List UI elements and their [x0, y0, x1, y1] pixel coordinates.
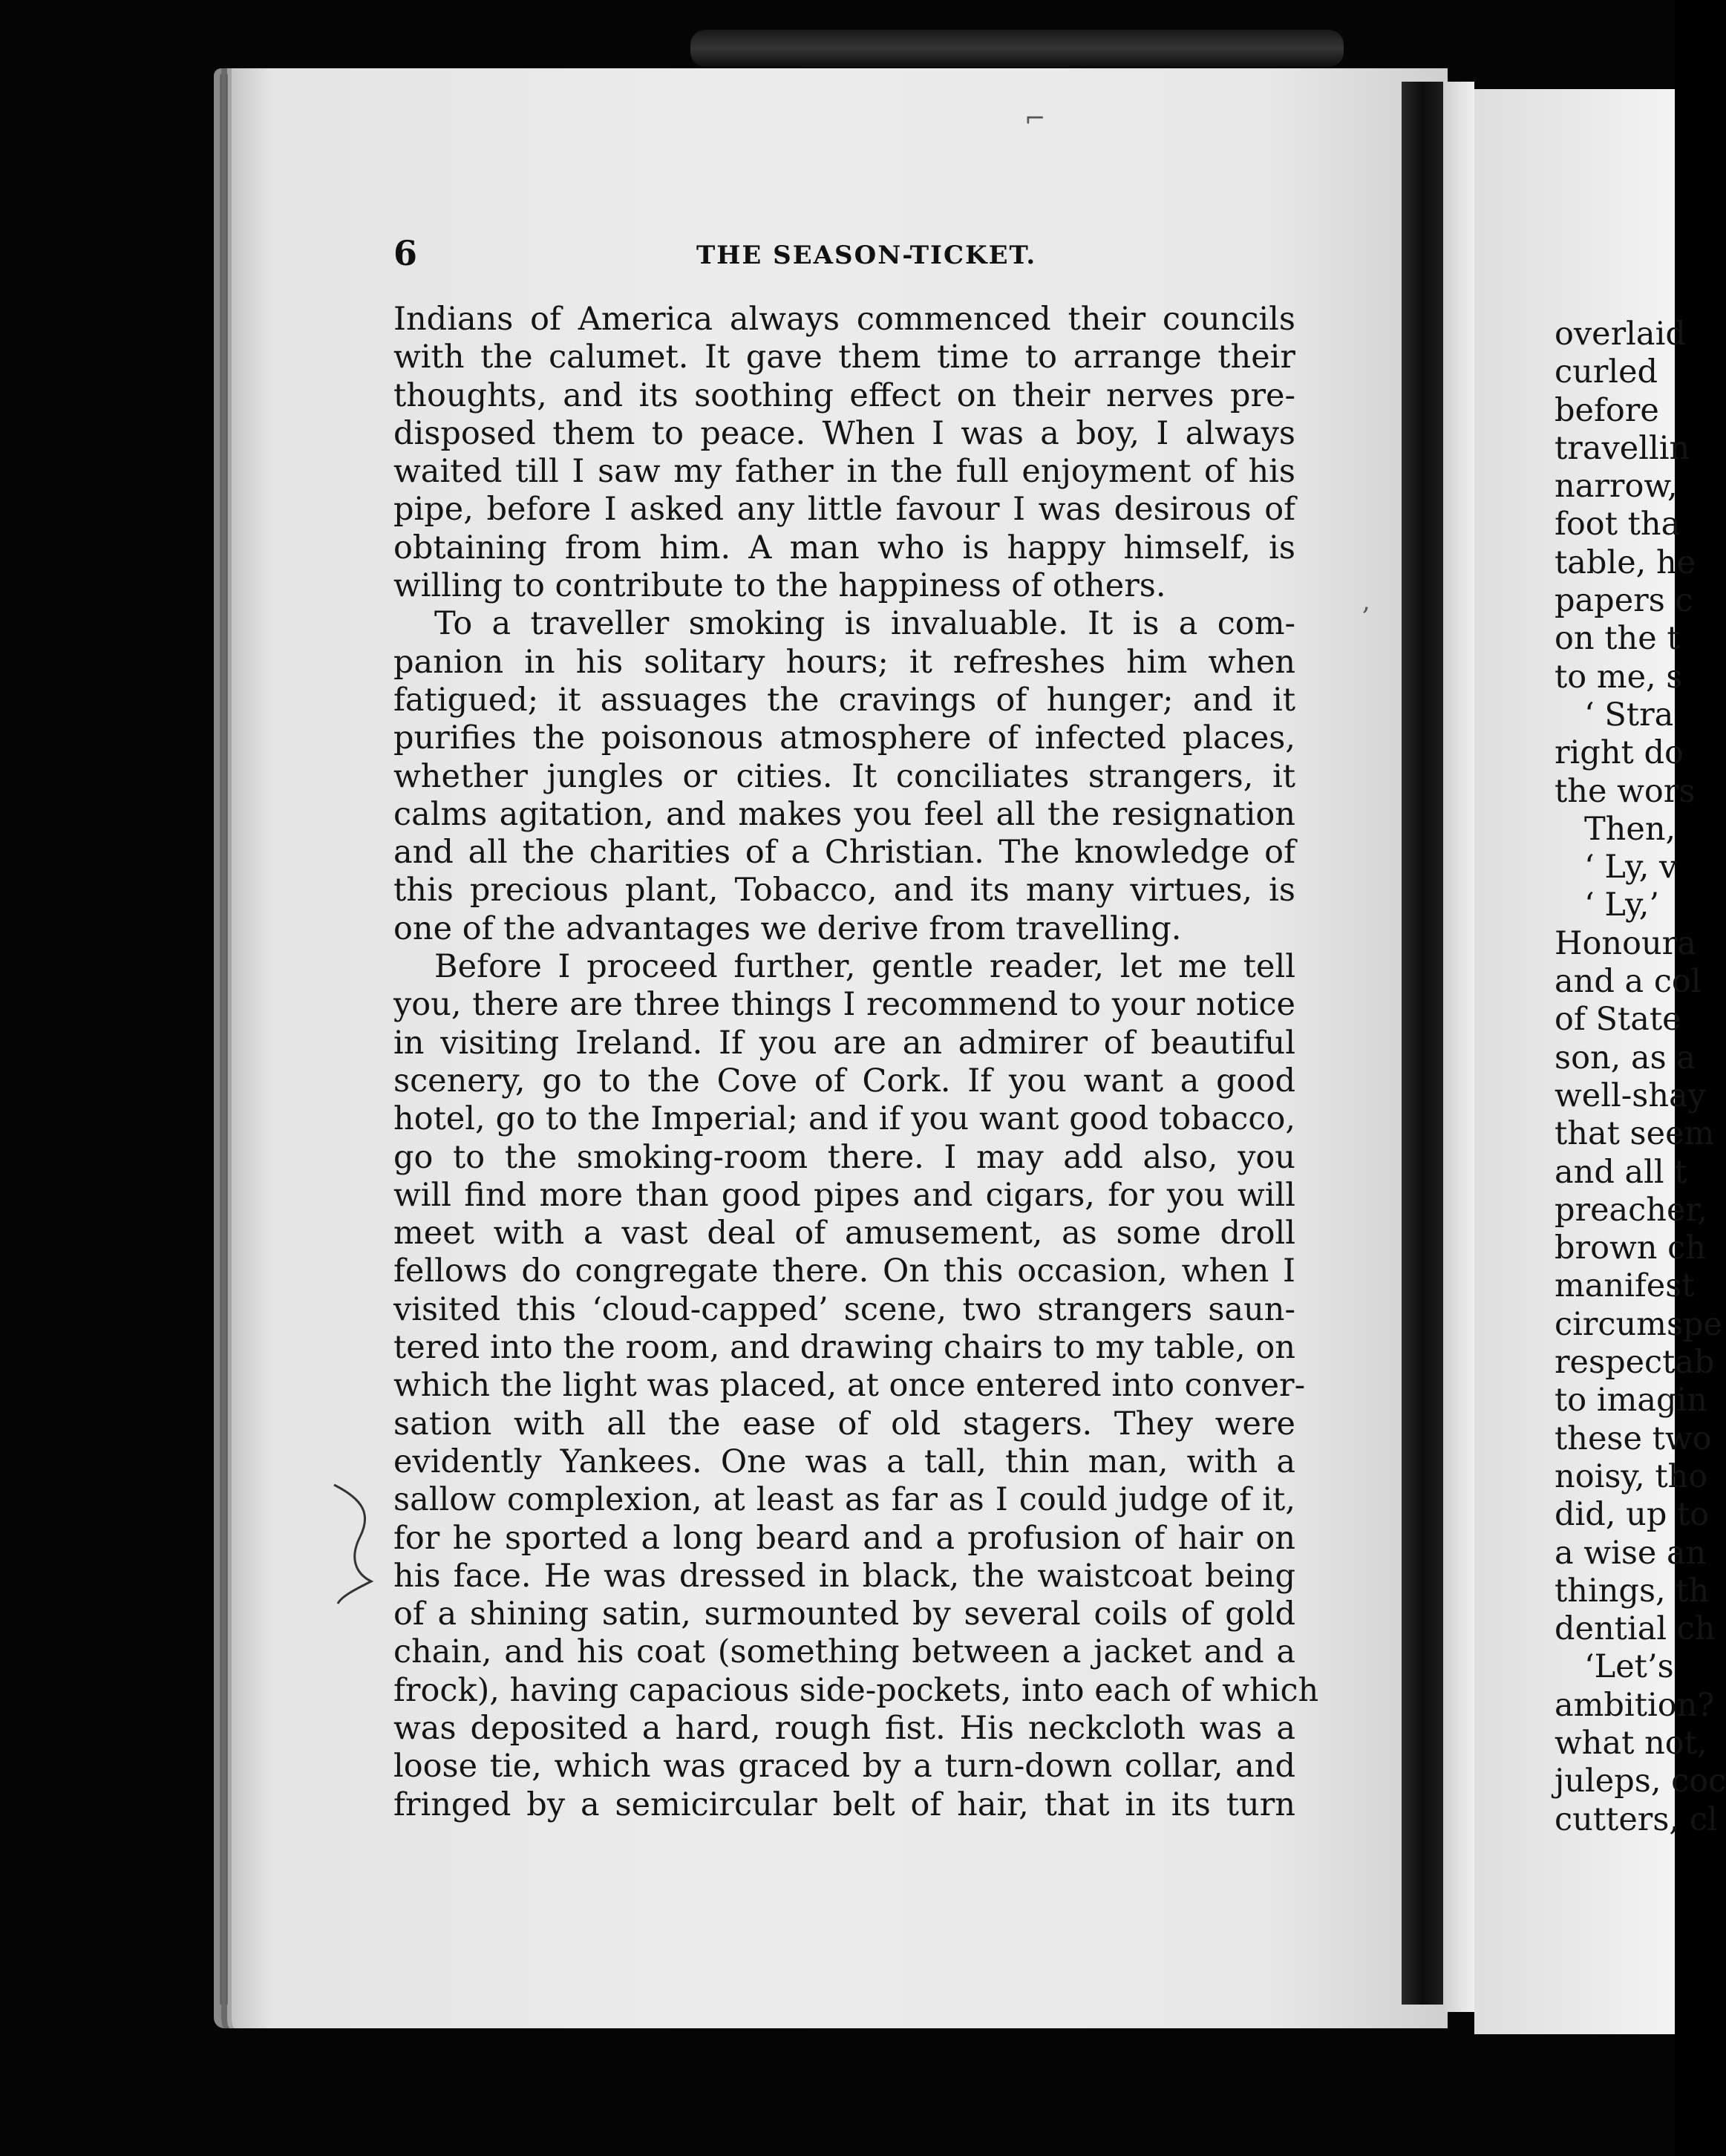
text-line: go to the smoking-room there. I may add also, you — [393, 1138, 1295, 1176]
text-line-fragment: son, as a — [1555, 1039, 1696, 1077]
text-line-fragment: juleps, coc — [1555, 1763, 1726, 1800]
text-line-fragment: noisy, tho — [1555, 1457, 1708, 1495]
text-line-fragment: on the t — [1555, 620, 1680, 658]
text-line-fragment: preacher, — [1555, 1191, 1707, 1229]
text-line-fragment: papers c — [1555, 582, 1693, 620]
text-line: will find more than good pipes and cigars, for you will — [393, 1176, 1295, 1214]
text-line: Indians of America always commenced their councils — [393, 301, 1295, 338]
text-line-fragment: brown ch — [1555, 1229, 1706, 1267]
stray-mark: , — [1362, 587, 1370, 616]
page-header — [393, 233, 1314, 278]
text-line: fellows do congregate there. On this occasion, when I — [393, 1252, 1295, 1290]
text-line: loose tie, which was graced by a turn-down collar, and — [393, 1748, 1295, 1786]
text-line: pipe, before I asked any little favour I was desirous of — [393, 491, 1295, 529]
text-line-fragment: ‘ Ly,’ — [1584, 886, 1660, 924]
pencil-margin-mark — [327, 1477, 393, 1611]
text-line: calms agitation, and makes you feel all the resignation — [393, 795, 1295, 833]
text-line-fragment: table, he — [1555, 543, 1696, 581]
text-line: thoughts, and its soothing effect on their nerves pre- — [393, 376, 1295, 414]
text-line-fragment: Honoura — [1555, 924, 1696, 962]
text-line-fragment: of State — [1555, 1001, 1681, 1039]
text-line-fragment: to me, s — [1555, 658, 1683, 696]
page-edge-line — [226, 74, 228, 2005]
text-line: panion in his solitary hours; it refreshes him when — [393, 643, 1295, 681]
text-line-fragment: the wors — [1555, 772, 1696, 810]
text-line-fragment: that seem — [1555, 1115, 1715, 1153]
text-line-fragment: manifest — [1555, 1267, 1695, 1305]
text-line: obtaining from him. A man who is happy himself, is — [393, 529, 1295, 566]
scan-smudge — [690, 30, 1344, 67]
text-line: waited till I saw my father in the full enjoyment of his — [393, 453, 1295, 491]
text-line: chain, and his coat (something between a jacket and a — [393, 1633, 1295, 1671]
text-line: this precious plant, Tobacco, and its many virtues, is — [393, 872, 1295, 909]
text-line-fragment: Then, — [1584, 810, 1676, 848]
text-line-fragment: cutters, cl — [1555, 1800, 1718, 1838]
left-page-body — [393, 301, 1319, 1824]
text-line-fragment: and a col — [1555, 963, 1702, 1001]
text-line: hotel, go to the Imperial; and if you want good tobacco, — [393, 1100, 1295, 1138]
text-line: which the light was placed, at once entered into conver- — [393, 1367, 1306, 1405]
text-line-fragment: before — [1555, 391, 1659, 429]
text-line-fragment: right do — [1555, 734, 1684, 772]
text-line-fragment: foot tha — [1555, 506, 1681, 543]
text-line: whether jungles or cities. It conciliates strangers, it — [393, 757, 1295, 795]
text-line: willing to contribute to the happiness of others. — [393, 567, 1166, 605]
text-line: evidently Yankees. One was a tall, thin man, with a — [393, 1443, 1295, 1480]
text-line: frock), having capacious side-pockets, into each of which — [393, 1671, 1319, 1709]
text-line: sallow complexion, at least as far as I could judge of it, — [393, 1481, 1295, 1519]
text-line-fragment: these two — [1555, 1420, 1712, 1457]
book-gutter — [1402, 82, 1443, 2005]
text-line: Before I proceed further, gentle reader, let me tell — [434, 948, 1295, 986]
stray-mark: ⌐ — [1024, 104, 1046, 134]
text-line: was deposited a hard, rough fist. His neckcloth was a — [393, 1709, 1295, 1747]
text-line-fragment: ambition? — [1555, 1686, 1715, 1724]
text-line: his face. He was dressed in black, the waistcoat being — [393, 1557, 1295, 1595]
text-line: To a traveller smoking is invaluable. It is a com- — [434, 605, 1295, 643]
text-line-fragment: things, th — [1555, 1572, 1710, 1610]
text-line: disposed them to peace. When I was a boy, I always — [393, 414, 1295, 452]
text-line-fragment: what not, — [1555, 1724, 1707, 1762]
gutter-highlight — [1443, 82, 1474, 2012]
text-line: with the calumet. It gave them time to arrange their — [393, 339, 1295, 376]
text-line-fragment: curled — [1555, 353, 1658, 391]
text-line-fragment: well-shay — [1555, 1077, 1706, 1114]
text-line-fragment: overlaid — [1555, 316, 1686, 353]
text-line: for he sported a long beard and a profusion of hair on — [393, 1519, 1295, 1557]
text-line: meet with a vast deal of amusement, as some droll — [393, 1215, 1295, 1252]
text-line: one of the advantages we derive from travelling. — [393, 909, 1182, 947]
text-line: you, there are three things I recommend to your notice — [393, 986, 1295, 1024]
text-line-fragment: dential ch — [1555, 1610, 1716, 1648]
text-line-fragment: circumspe — [1555, 1305, 1722, 1343]
text-line-fragment: travellin — [1555, 429, 1690, 467]
text-line-fragment: ‘ Stra — [1584, 696, 1674, 734]
text-line: scenery, go to the Cove of Cork. If you want a good — [393, 1062, 1295, 1100]
text-line: fringed by a semicircular belt of hair, that in its turn — [393, 1786, 1295, 1823]
page-number: 6 — [393, 233, 418, 273]
text-line-fragment: narrow, — [1555, 468, 1678, 506]
text-line-fragment: ‘ Ly, v — [1584, 849, 1678, 886]
text-line: in visiting Ireland. If you are an admirer of beautiful — [393, 1024, 1295, 1062]
text-line-fragment: to imagin — [1555, 1382, 1707, 1420]
text-line: and all the charities of a Christian. The knowledge of — [393, 834, 1295, 872]
text-line-fragment: did, up to — [1555, 1496, 1710, 1534]
right-page-body — [1555, 316, 1726, 1839]
text-line: sation with all the ease of old stagers. They were — [393, 1405, 1295, 1443]
text-line: of a shining satin, surmounted by several coils of gold — [393, 1595, 1295, 1633]
text-line: fatigued; it assuages the cravings of hunger; and it — [393, 681, 1295, 719]
page-edge-line — [220, 74, 222, 2005]
text-line: purifies the poisonous atmosphere of infected places, — [393, 719, 1295, 757]
text-line: tered into the room, and drawing chairs to my table, on — [393, 1329, 1295, 1367]
text-line-fragment: and all t — [1555, 1153, 1687, 1191]
running-title: THE SEASON-TICKET. — [696, 241, 1037, 270]
text-line-fragment: respectab — [1555, 1344, 1715, 1382]
text-line-fragment: ‘Let’s — [1584, 1648, 1674, 1686]
text-line: visited this ‘cloud-capped’ scene, two strangers saun- — [393, 1290, 1295, 1328]
text-line-fragment: a wise an — [1555, 1534, 1707, 1572]
